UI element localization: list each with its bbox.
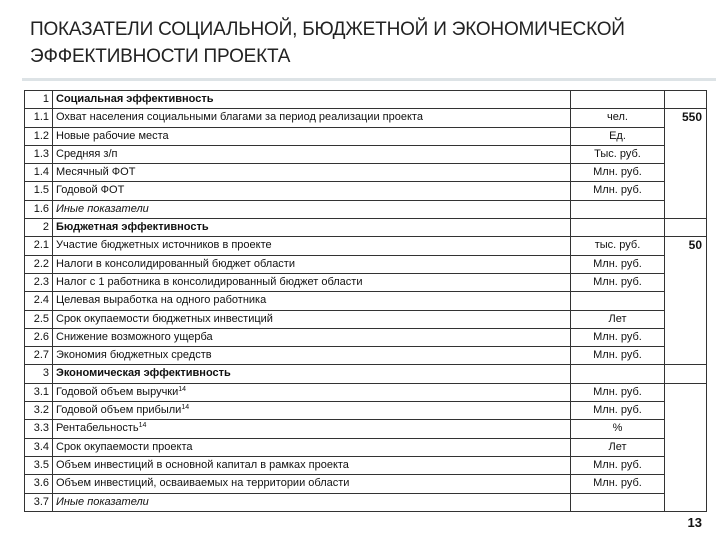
unit-cell: Млн. руб.: [571, 273, 665, 291]
footnote-ref: 14: [178, 385, 187, 393]
indicator-name: [53, 292, 571, 310]
unit-cell: Млн. руб.: [571, 182, 665, 200]
unit-cell: Млн. руб.: [571, 402, 665, 420]
row-number: 2.7: [25, 347, 53, 365]
table-row: [25, 310, 707, 328]
row-number: 1.5: [25, 182, 53, 200]
row-number: 2.3: [25, 273, 53, 291]
row-number: 2: [25, 219, 53, 237]
indicator-name: [53, 273, 571, 291]
indicator-name-text: Иные показатели: [56, 495, 149, 508]
row-number: 3.2: [25, 402, 53, 420]
unit-cell: Тыс. руб.: [571, 145, 665, 163]
unit-cell: Млн. руб.: [571, 475, 665, 493]
indicator-name: [53, 365, 571, 383]
unit-cell: [571, 200, 665, 218]
indicator-name: [53, 310, 571, 328]
indicator-name: [53, 219, 571, 237]
indicator-name: [53, 164, 571, 182]
unit-cell: Лет: [571, 310, 665, 328]
value-cell: [665, 365, 707, 383]
value-cell: 50: [665, 237, 707, 365]
row-number: 2.6: [25, 328, 53, 346]
indicator-name: [53, 200, 571, 218]
row-number: 3.3: [25, 420, 53, 438]
row-number: 1: [25, 91, 53, 109]
row-number: 1.4: [25, 164, 53, 182]
title-divider: [22, 78, 716, 81]
row-number: 2.1: [25, 237, 53, 255]
indicator-name: [53, 91, 571, 109]
indicator-name-text: Срок окупаемости бюджетных инвестиций: [56, 312, 273, 325]
section-row: [25, 219, 707, 237]
unit-cell: Млн. руб.: [571, 164, 665, 182]
unit-cell: %: [571, 420, 665, 438]
unit-cell: Млн. руб.: [571, 347, 665, 365]
indicator-name: [53, 237, 571, 255]
value-cell: [665, 91, 707, 109]
indicator-name: [53, 328, 571, 346]
indicator-name: [53, 402, 571, 420]
row-number: 1.3: [25, 145, 53, 163]
indicator-name-text: Новые рабочие места: [56, 129, 169, 142]
table-row: [25, 255, 707, 273]
row-number: 1.6: [25, 200, 53, 218]
table-row: [25, 328, 707, 346]
indicator-name-text: Налог с 1 работника в консолидированный бюджет области: [56, 275, 363, 288]
indicator-name-text: Срок окупаемости проекта: [56, 440, 193, 453]
indicator-name: [53, 182, 571, 200]
indicator-name: [53, 493, 571, 511]
row-number: 2.5: [25, 310, 53, 328]
unit-cell: [571, 219, 665, 237]
table-row: [25, 292, 707, 310]
indicator-name-text: Экономическая эффективность: [56, 367, 231, 380]
unit-cell: тыс. руб.: [571, 237, 665, 255]
table-row: [25, 109, 707, 127]
page-number: 13: [687, 515, 702, 530]
indicator-name-text: Рентабельность: [56, 422, 139, 435]
indicator-name: [53, 420, 571, 438]
unit-cell: Ед.: [571, 127, 665, 145]
unit-cell: Млн. руб.: [571, 383, 665, 401]
unit-cell: [571, 365, 665, 383]
table-row: [25, 475, 707, 493]
indicator-name-text: Экономия бюджетных средств: [56, 349, 212, 362]
page-title: [30, 16, 690, 70]
indicator-name: [53, 475, 571, 493]
title-line-1: ПОКАЗАТЕЛИ СОЦИАЛЬНОЙ, БЮДЖЕТНОЙ И ЭКОНОМИЧЕСКОЙ: [30, 19, 625, 40]
value-cell: 550: [665, 109, 707, 219]
row-number: 1.2: [25, 127, 53, 145]
table-row: [25, 402, 707, 420]
table-row: [25, 237, 707, 255]
row-number: 3.7: [25, 493, 53, 511]
table-row: [25, 273, 707, 291]
table-row: [25, 145, 707, 163]
value-cell: [665, 219, 707, 237]
table-row: [25, 438, 707, 456]
indicators-table: [24, 90, 707, 512]
indicator-name-text: Годовой ФОТ: [56, 184, 125, 197]
indicator-name: [53, 255, 571, 273]
indicator-name-text: Объем инвестиций, осваиваемых на территории области: [56, 477, 350, 490]
indicator-name-text: Годовой объем прибыли: [56, 404, 182, 417]
indicator-name: [53, 109, 571, 127]
unit-cell: [571, 91, 665, 109]
section-row: [25, 91, 707, 109]
unit-cell: [571, 493, 665, 511]
table-row: [25, 164, 707, 182]
indicator-name-text: Месячный ФОТ: [56, 166, 136, 179]
row-number: 3.5: [25, 456, 53, 474]
indicator-name: [53, 127, 571, 145]
unit-cell: [571, 292, 665, 310]
unit-cell: Млн. руб.: [571, 255, 665, 273]
indicator-name-text: Объем инвестиций в основной капитал в рамках проекта: [56, 458, 349, 471]
indicators-table-body: [25, 91, 707, 512]
indicator-name-text: Снижение возможного ущерба: [56, 330, 213, 343]
row-number: 3.1: [25, 383, 53, 401]
row-number: 3.4: [25, 438, 53, 456]
indicator-name-text: Социальная эффективность: [56, 93, 214, 105]
indicator-name: [53, 347, 571, 365]
row-number: 3.6: [25, 475, 53, 493]
unit-cell: чел.: [571, 109, 665, 127]
indicator-name-text: Охват населения социальными благами за период реализации проекта: [56, 111, 423, 124]
indicator-name-text: Иные показатели: [56, 202, 149, 215]
row-number: 1.1: [25, 109, 53, 127]
footnote-ref: 14: [181, 404, 190, 412]
indicator-name-text: Налоги в консолидированный бюджет области: [56, 257, 295, 270]
row-number: 2.2: [25, 255, 53, 273]
table-row: [25, 493, 707, 511]
row-number: 2.4: [25, 292, 53, 310]
table-row: [25, 456, 707, 474]
value-cell: [665, 383, 707, 511]
unit-cell: Лет: [571, 438, 665, 456]
indicator-name-text: Годовой объем выручки: [56, 385, 179, 398]
unit-cell: Млн. руб.: [571, 456, 665, 474]
indicator-name-text: Бюджетная эффективность: [56, 221, 209, 234]
indicator-name-text: Участие бюджетных источников в проекте: [56, 239, 272, 252]
title-line-2: ЭФФЕКТИВНОСТИ ПРОЕКТА: [30, 46, 291, 67]
table-row: [25, 383, 707, 401]
indicator-name-text: Целевая выработка на одного работника: [56, 294, 267, 307]
indicator-name: [53, 383, 571, 401]
indicator-name: [53, 456, 571, 474]
footnote-ref: 14: [138, 422, 147, 430]
row-number: 3: [25, 365, 53, 383]
section-row: [25, 365, 707, 383]
table-row: [25, 200, 707, 218]
indicator-name-text: Средняя з/п: [56, 147, 118, 160]
table-row: [25, 127, 707, 145]
table-row: [25, 420, 707, 438]
table-row: [25, 182, 707, 200]
indicator-name: [53, 438, 571, 456]
table-row: [25, 347, 707, 365]
unit-cell: Млн. руб.: [571, 328, 665, 346]
indicator-name: [53, 145, 571, 163]
